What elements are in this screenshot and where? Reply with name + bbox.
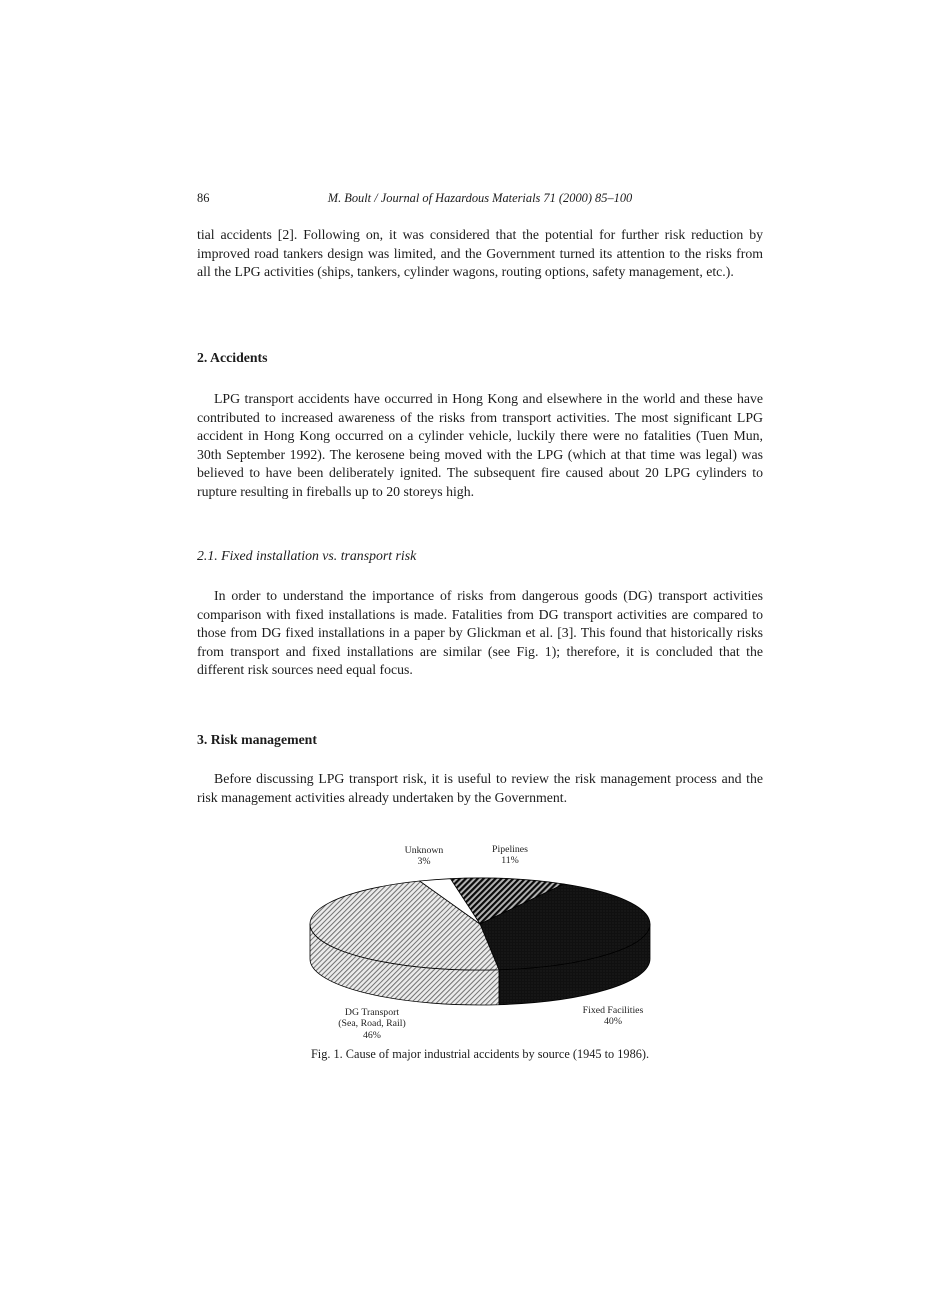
- pie-label-dg-pct: 46%: [363, 1029, 381, 1041]
- figure-caption: Fig. 1. Cause of major industrial accidents by source (1945 to 1986).: [310, 1047, 650, 1061]
- section-heading-accidents: 2. Accidents: [197, 350, 268, 365]
- pie-label-fixed-pct: 40%: [604, 1016, 622, 1028]
- pie-label-dg-subname: (Sea, Road, Rail): [338, 1018, 406, 1030]
- pie-label-dg-transport: [338, 1007, 405, 1041]
- pie-label-unknown-name: Unknown: [404, 845, 444, 856]
- pie-label-dg-name: DG Transport: [344, 1007, 400, 1018]
- pie-label-pipelines-name: Pipelines: [492, 844, 528, 855]
- section-heading-risk-management: 3. Risk management: [197, 732, 317, 747]
- running-head-title: M. Boult / Journal of Hazardous Materials 71 (2000) 85–100: [327, 191, 633, 205]
- pie-label-fixed-name: Fixed Facilities: [582, 1005, 644, 1016]
- running-header: [197, 191, 763, 207]
- paragraph-fixed-vs-transport: In order to understand the importance of risks from dangerous goods (DG) transport activities comparison with fixed installations is made. Fatalities from DG transport activities are compared to those from DG fixed installations in a paper by Glickman et al. [3]. This found that historically risks from transport and fixed installations are similar (see Fig. 1); therefore, it is concluded that the different risk sources need equal focus.: [197, 588, 763, 678]
- pie-label-pipelines: [492, 844, 528, 867]
- pie-label-fixed-facilities: [583, 1005, 644, 1028]
- paragraph-intro-continuation: tial accidents [2]. Following on, it was considered that the potential for further risk reduction by improved road tankers design was limited, and the Government turned its attention to the risks from all the LPG activities (ships, tankers, cylinder wagons, routing options, safety management, etc.).: [197, 227, 763, 280]
- paragraph-risk-management: Before discussing LPG transport risk, it is useful to review the risk management process and the risk management activities already undertaken by the Government.: [197, 771, 763, 805]
- pie-label-unknown-pct: 3%: [417, 856, 431, 868]
- pie-label-pipelines-pct: 11%: [501, 855, 519, 867]
- subsection-heading-fixed-vs-transport: 2.1. Fixed installation vs. transport risk: [197, 548, 417, 563]
- paragraph-accidents: LPG transport accidents have occurred in Hong Kong and elsewhere in the world and these have contributed to increased awareness of the risks from transport activities. The most significant LPG accident in Hong Kong occurred on a cylinder vehicle, luckily there were no fatalities (Tuen Mun, 30th September 1992). The kerosene being moved with the LPG (which at that time was legal) was believed to have been deliberately ignited. The subsequent fire caused about 20 LPG cylinders to rupture resulting in fireballs up to 20 storeys high.: [197, 391, 763, 499]
- figure-1: [0, 838, 925, 1050]
- pie-chart-3d: [0, 838, 925, 1020]
- pie-label-unknown: [405, 845, 444, 868]
- page-number: 86: [197, 191, 210, 205]
